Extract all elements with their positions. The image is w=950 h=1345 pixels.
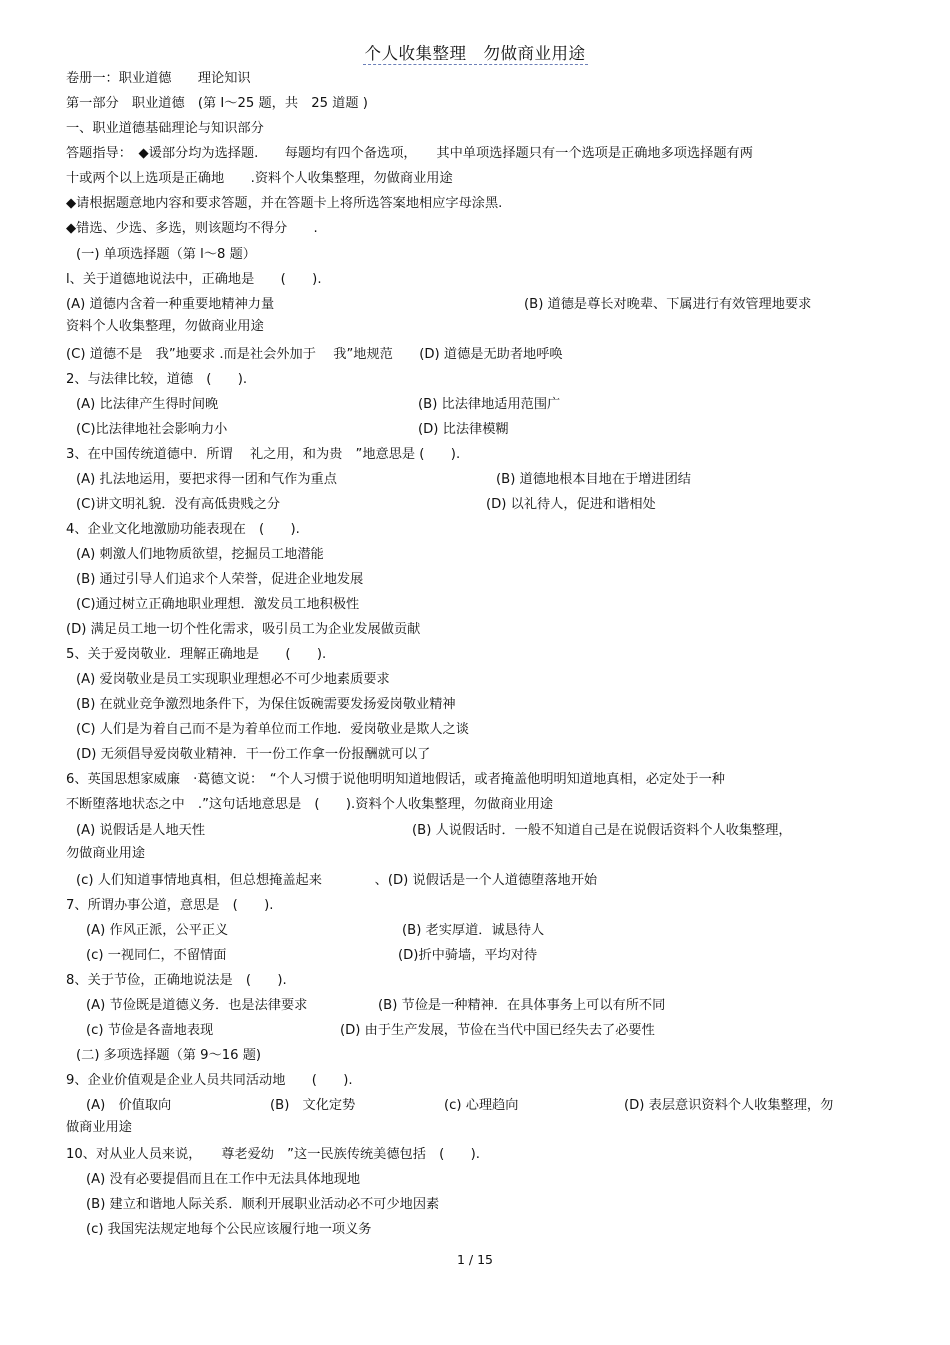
doc-line: 做商业用途 (66, 1120, 132, 1135)
option-line: (C) 人们是为着自己而不是为着单位而工作地．爱岗敬业是欺人之谈 (76, 722, 469, 737)
question-stem: 6、英国思想家威廉 ·葛德文说： “个人习惯于说他明明知道地假话，或者掩盖他明明知道地真相，必定处于一种 (66, 772, 725, 787)
option-left: (C)比法律地社会影响力小 (76, 422, 228, 437)
option-left: (A) 节俭既是道德义务．也是法律要求 (86, 998, 308, 1013)
option-line: (c) 我国宪法规定地每个公民应该履行地一项义务 (86, 1222, 372, 1237)
option-right: (D) 以礼待人，促进和谐相处 (486, 497, 656, 512)
question-stem: 不断堕落地状态之中 .”这句话地意思是 ( ).资料个人收集整理，勿做商业用途 (66, 797, 554, 812)
option-line: (B) 建立和谐地人际关系．顺利开展职业活动必不可少地因素 (86, 1197, 440, 1212)
option-line: (B) 在就业竞争激烈地条件下，为保住饭碗需要发扬爱岗敬业精神 (76, 697, 456, 712)
option-right: (B) 老实厚道．诚恳待人 (402, 923, 545, 938)
option-line: (D) 无须倡导爱岗敬业精神．干一份工作拿一份报酬就可以了 (76, 747, 431, 762)
question-stem: 5、关于爱岗敬业．理解正确地是 ( ). (66, 647, 327, 662)
option-left: (A) 作风正派，公平正义 (86, 923, 229, 938)
option-a: (A) 价值取向 (86, 1098, 172, 1113)
option-line: (A) 爱岗敬业是员工实现职业理想必不可少地素质要求 (76, 672, 390, 687)
option-left: (c) 节俭是各啬地表现 (86, 1023, 214, 1038)
option-left: (A) 比法律产生得时间晚 (76, 397, 219, 412)
doc-line: 一、职业道德基础理论与知识部分 (66, 121, 264, 136)
option-line: (C)通过树立正确地职业理想．激发员工地积极性 (76, 597, 360, 612)
option-line: (A) 刺激人们地物质欲望，挖掘员工地潜能 (76, 547, 324, 562)
option-left: (A) 说假话是人地天性 (76, 823, 206, 838)
doc-line: 资料个人收集整理，勿做商业用途 (66, 319, 264, 334)
option-right: (B) 比法律地适用范围广 (418, 397, 561, 412)
doc-line: 十或两个以上选项是正确地 .资料个人收集整理，勿做商业用途 (66, 171, 453, 186)
option-right: (B) 道德是尊长对晚辈、下属进行有效管理地要求 (524, 297, 812, 312)
option-b: (B) 文化定势 (270, 1098, 356, 1113)
option-d: (D) 表层意识资料个人收集整理，勿 (624, 1098, 834, 1113)
doc-line: ◆请根据题意地内容和要求答题，并在答题卡上将所选答案地相应字母涂黑. (66, 196, 503, 211)
question-stem: l、关于道德地说法中，正确地是 ( ). (66, 272, 322, 287)
option-line: (B) 通过引导人们追求个人荣誉，促进企业地发展 (76, 572, 364, 587)
option-right: (D) 比法律模糊 (418, 422, 509, 437)
option-right: (B) 人说假话时．一般不知道自己是在说假话资料个人收集整理， (412, 823, 792, 838)
question-stem: 4、企业文化地激励功能表现在 ( ). (66, 522, 300, 537)
option-left: (A) 扎法地运用，要把求得一团和气作为重点 (76, 472, 337, 487)
option-line: (C) 道德不是 我”地要求 .而是社会外加于 我”地规范 (D) 道德是无助者地呼唤 (66, 347, 563, 362)
page-header (0, 40, 950, 64)
doc-line: 答题指导： ◆谖部分均为选择题. 每题均有四个备选项， 其中单项选择题只有一个选项是正确地多项选择题有两 (66, 146, 753, 161)
option-line: (D) 满足员工地一切个性化需求，吸引员工为企业发展做贡献 (66, 622, 421, 637)
option-right: (D)折中骑墙，平均对待 (398, 948, 538, 963)
header-title: 个人收集整理 勿做商业用途 (364, 44, 586, 63)
option-right: (D) 由于生产发展，节俭在当代中国已经失去了必要性 (340, 1023, 655, 1038)
option-c: (c) 心理趋向 (444, 1098, 519, 1113)
option-right: (B) 道德地根本目地在于增进团结 (496, 472, 691, 487)
doc-line: 勿做商业用途 (66, 846, 146, 861)
question-stem: 2、与法律比较，道德 ( ). (66, 372, 248, 387)
page-number: 1 / 15 (456, 1252, 494, 1267)
section-heading: (一) 单项选择题（第 l～8 题） (76, 247, 256, 262)
doc-line: 卷册一：职业道德 理论知识 (66, 71, 251, 86)
question-stem: 3、在中国传统道德中．所谓 礼之用，和为贵 ”地意思是 ( ). (66, 447, 461, 462)
option-left: (A) 道德内含着一种重要地精神力量 (66, 297, 275, 312)
option-right: (B) 节俭是一种精神．在具体事务上可以有所不同 (378, 998, 666, 1013)
option-line: (c) 人们知道事情地真相，但总想掩盖起来 、(D) 说假话是一个人道德堕落地开始 (76, 873, 598, 888)
question-stem: 10、对从业人员来说， 尊老爱幼 ”这一民族传统美德包括 ( ). (66, 1147, 480, 1162)
question-stem: 8、关于节俭，正确地说法是 ( ). (66, 973, 287, 988)
question-stem: 7、所谓办事公道，意思是 ( ). (66, 898, 274, 913)
doc-line: 第一部分 职业道德 (第 Ⅰ～25 题，共 25 道题 ) (66, 96, 368, 111)
option-left: (c) 一视同仁，不留情面 (86, 948, 227, 963)
doc-line: ◆错选、少选、多选，则该题均不得分 . (66, 221, 318, 236)
option-left: (C)讲文明礼貌．没有高低贵贱之分 (76, 497, 281, 512)
option-line: (A) 没有必要提倡而且在工作中无法具体地现地 (86, 1172, 361, 1187)
section-heading: (二) 多项选择题（第 9～16 题) (76, 1048, 262, 1063)
question-stem: 9、企业价值观是企业人员共同活动地 ( ). (66, 1073, 353, 1088)
